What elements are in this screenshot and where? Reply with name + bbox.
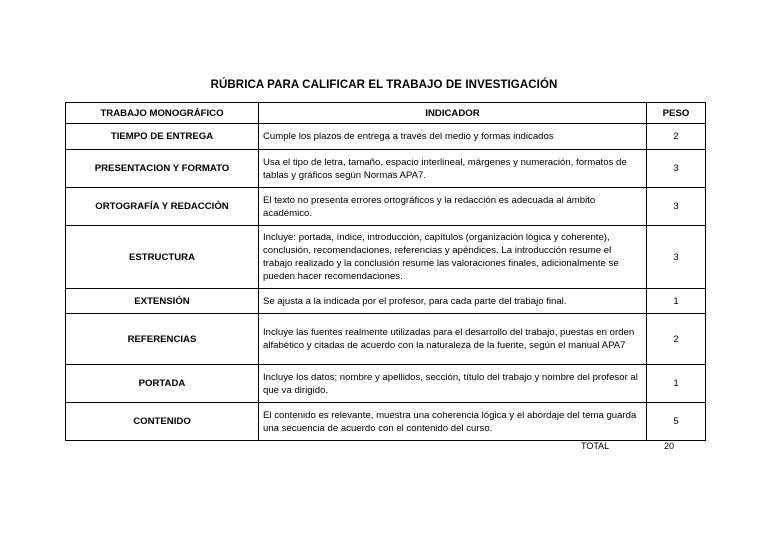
weight-cell: 2 xyxy=(647,124,706,150)
indicator-cell: Incluye los datos; nombre y apellidos, sección, título del trabajo y nombre del profesor al que va dirigido. xyxy=(259,365,647,403)
indicator-cell: Incluye las fuentes realmente utilizadas para el desarrollo del trabajo, puestas en orden alfabético y citadas de acuerdo con la naturaleza de la fuente, según el manual APA7 xyxy=(259,314,647,365)
criterion-cell: REFERENCIAS xyxy=(66,314,259,365)
criterion-cell: ORTOGRAFÍA Y REDACCIÓN xyxy=(66,188,259,226)
weight-cell: 5 xyxy=(647,403,706,441)
weight-cell: 3 xyxy=(647,188,706,226)
weight-cell: 1 xyxy=(647,289,706,314)
table-row xyxy=(66,365,706,403)
weight-cell: 3 xyxy=(647,226,706,289)
weight-cell: 3 xyxy=(647,150,706,188)
criterion-cell: TIEMPO DE ENTREGA xyxy=(66,124,259,150)
table-row xyxy=(66,124,706,150)
criterion-cell: PRESENTACION Y FORMATO xyxy=(66,150,259,188)
indicator-cell: Se ajusta a la indicada por el profesor, para cada parte del trabajo final. xyxy=(259,289,647,314)
document-title: RÚBRICA PARA CALIFICAR EL TRABAJO DE INVESTIGACIÓN xyxy=(210,79,558,91)
criterion-cell: CONTENIDO xyxy=(66,403,259,441)
table-row xyxy=(66,150,706,188)
rubric-table xyxy=(65,102,706,441)
table-row xyxy=(66,403,706,441)
table-row xyxy=(66,314,706,365)
table-row xyxy=(66,188,706,226)
criterion-cell: ESTRUCTURA xyxy=(66,226,259,289)
total-label: TOTAL xyxy=(581,441,610,451)
header-criterion: TRABAJO MONOGRÁFICO xyxy=(66,103,259,124)
total-value: 20 xyxy=(664,441,675,451)
indicator-cell: Cumple los plazos de entrega a través del medio y formas indicados xyxy=(259,124,647,150)
indicator-cell: El texto no presenta errores ortográficos y la redacción es adecuada al ámbito académico. xyxy=(259,188,647,226)
table-header-row xyxy=(66,103,706,124)
indicator-cell: El contenido es relevante, muestra una coherencia lógica y el abordaje del tema guarda una secuencia de acuerdo con el contenido del curso. xyxy=(259,403,647,441)
table-row xyxy=(66,226,706,289)
weight-cell: 1 xyxy=(647,365,706,403)
table-row xyxy=(66,289,706,314)
indicator-cell: Usa el tipo de letra, tamaño, espacio interlineal, márgenes y numeración, formatos de tablas y gráficos según Normas APA7. xyxy=(259,150,647,188)
indicator-cell: Incluye: portada, índice, introducción, capítulos (organización lógica y coherente), conclusión, recomendaciones, referencias y apéndices. La introducción resume el trabajo realizado y la conclusión resume las valoraciones finales, adicionalmente se pueden hacer recomendaciones. xyxy=(259,226,647,289)
criterion-cell: EXTENSIÓN xyxy=(66,289,259,314)
weight-cell: 2 xyxy=(647,314,706,365)
header-weight: PESO xyxy=(647,103,706,124)
criterion-cell: PORTADA xyxy=(66,365,259,403)
header-indicator: INDICADOR xyxy=(259,103,647,124)
